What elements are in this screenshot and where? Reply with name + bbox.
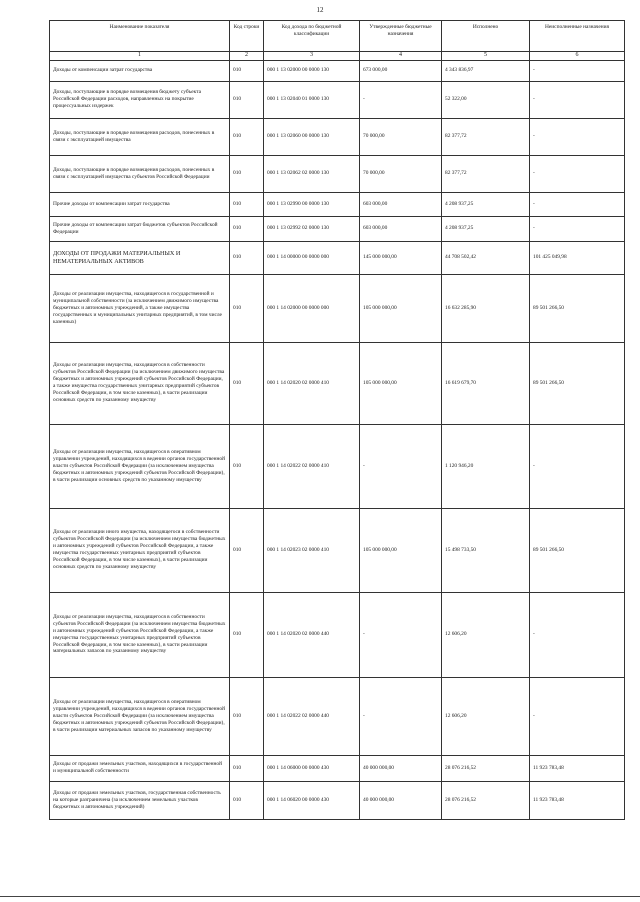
row-unexecuted-cell: 89 501 266,50 — [530, 274, 625, 342]
row-line-code-cell: 010 — [230, 677, 264, 755]
column-number-row — [50, 52, 625, 61]
row-unexecuted-cell: - — [530, 216, 625, 241]
table-row — [50, 274, 625, 342]
row-executed-cell: 44 708 502,42 — [442, 241, 530, 274]
row-name-cell: Доходы, поступающие в порядке возмещения бюджету субъекта Российской Федерации расходов, направленных на покрытие процессуальных издержек — [50, 81, 230, 118]
row-line-code-cell: 010 — [230, 192, 264, 216]
row-line-code-cell: 010 — [230, 60, 264, 81]
row-line-code-cell: 010 — [230, 342, 264, 424]
row-line-code-cell: 010 — [230, 216, 264, 241]
row-executed-cell: 4 343 836,97 — [442, 60, 530, 81]
row-unexecuted-cell: 89 501 266,50 — [530, 508, 625, 592]
row-unexecuted-cell: 89 501 266,50 — [530, 342, 625, 424]
row-line-code-cell: 010 — [230, 424, 264, 508]
table-row — [50, 592, 625, 677]
table-row — [50, 60, 625, 81]
row-name-cell: Доходы от реализации имущества, находящегося в оперативном управлении учреждений, находящихся в ведении органов государственной власти субъектов Российской Федерации (за исключением имущества бюджетных и автономных учреждений субъектов Российской Федерации), в части реализации материальных запасов по указанному имуществу — [50, 677, 230, 755]
row-line-code-cell: 010 — [230, 592, 264, 677]
row-name-cell: Доходы, поступающие в порядке возмещения расходов, понесенных в связи с эксплуатацией имущества субъектов Российской Федерации — [50, 155, 230, 192]
row-approved-cell: 145 000 000,00 — [360, 241, 442, 274]
row-executed-cell: 82 377,72 — [442, 155, 530, 192]
column-number: 2 — [230, 52, 264, 61]
row-approved-cell: - — [360, 677, 442, 755]
column-number: 1 — [50, 52, 230, 61]
row-unexecuted-cell: - — [530, 592, 625, 677]
row-line-code-cell: 010 — [230, 241, 264, 274]
row-income-code-cell: 000 1 14 02022 02 0000 410 — [264, 424, 360, 508]
row-unexecuted-cell: - — [530, 424, 625, 508]
table-row — [50, 508, 625, 592]
table-row — [50, 241, 625, 274]
row-approved-cell: 70 000,00 — [360, 118, 442, 155]
row-income-code-cell: 000 1 14 02020 02 0000 410 — [264, 342, 360, 424]
row-income-code-cell: 000 1 14 02000 00 0000 000 — [264, 274, 360, 342]
row-line-code-cell: 010 — [230, 274, 264, 342]
row-line-code-cell: 010 — [230, 155, 264, 192]
row-executed-cell: 28 076 216,52 — [442, 781, 530, 819]
header-income-code: Код дохода по бюджетной классификации — [264, 21, 360, 52]
row-name-cell: Доходы от реализации имущества, находящегося в собственности субъектов Российской Федерации (за исключением движимого имущества бюджетных и автономных учреждений субъектов Российской Федерации, а также имущества государственных унитарных предприятий субъектов Российской Федерации, в том числе казенных), в части реализации основных средств по указанному имуществу — [50, 342, 230, 424]
row-executed-cell: 4 208 937,25 — [442, 192, 530, 216]
table-row — [50, 677, 625, 755]
row-income-code-cell: 000 1 13 02990 00 0000 130 — [264, 192, 360, 216]
row-executed-cell: 12 606,20 — [442, 677, 530, 755]
page-number: 12 — [316, 6, 324, 14]
row-name-cell: Доходы от продажи земельных участков, находящихся в государственной и муниципальной собственности — [50, 755, 230, 781]
header-line-code: Код строки — [230, 21, 264, 52]
row-approved-cell: 105 000 000,00 — [360, 342, 442, 424]
row-unexecuted-cell: - — [530, 192, 625, 216]
page-bottom-rule — [0, 896, 640, 897]
table-row — [50, 118, 625, 155]
row-executed-cell: 28 076 216,52 — [442, 755, 530, 781]
row-approved-cell: 603 000,00 — [360, 192, 442, 216]
row-income-code-cell: 000 1 13 02000 00 0000 130 — [264, 60, 360, 81]
row-line-code-cell: 010 — [230, 508, 264, 592]
row-approved-cell: 105 000 000,00 — [360, 274, 442, 342]
row-executed-cell: 82 377,72 — [442, 118, 530, 155]
row-unexecuted-cell: - — [530, 677, 625, 755]
header-row — [50, 21, 625, 52]
row-income-code-cell: 000 1 13 02062 02 0000 130 — [264, 155, 360, 192]
row-executed-cell: 12 606,20 — [442, 592, 530, 677]
row-line-code-cell: 010 — [230, 755, 264, 781]
row-line-code-cell: 010 — [230, 781, 264, 819]
row-income-code-cell: 000 1 14 02020 02 0000 440 — [264, 592, 360, 677]
header-unexecuted: Неисполненные назначения — [530, 21, 625, 52]
row-unexecuted-cell: - — [530, 155, 625, 192]
row-executed-cell: 1 120 946,20 — [442, 424, 530, 508]
row-executed-cell: 52 322,00 — [442, 81, 530, 118]
row-unexecuted-cell: - — [530, 81, 625, 118]
row-income-code-cell: 000 1 13 02992 02 0000 130 — [264, 216, 360, 241]
column-number: 6 — [530, 52, 625, 61]
row-income-code-cell: 000 1 14 02022 02 0000 440 — [264, 677, 360, 755]
row-name-cell: Прочие доходы от компенсации затрат государства — [50, 192, 230, 216]
table-row — [50, 192, 625, 216]
table-row — [50, 424, 625, 508]
row-name-cell: Доходы от продажи земельных участков, государственная собственность на которые разграничена (за исключением земельных участков бюджетных и автономных учреждений) — [50, 781, 230, 819]
row-approved-cell: 40 000 000,00 — [360, 781, 442, 819]
row-line-code-cell: 010 — [230, 118, 264, 155]
column-number: 5 — [442, 52, 530, 61]
row-name-cell: Прочие доходы от компенсации затрат бюджетов субъектов Российской Федерации — [50, 216, 230, 241]
budget-execution-table — [49, 20, 625, 820]
row-approved-cell: 70 000,00 — [360, 155, 442, 192]
row-name-cell: Доходы от реализации имущества, находящегося в собственности субъектов Российской Федерации (за исключением имущества бюджетных и автономных учреждений субъектов Российской Федерации, а также имущества государственных унитарных предприятий субъектов Российской Федерации, в том числе казенных), в части реализации материальных запасов по указанному имуществу — [50, 592, 230, 677]
row-approved-cell: - — [360, 424, 442, 508]
table-row — [50, 81, 625, 118]
row-executed-cell: 4 208 937,25 — [442, 216, 530, 241]
table-row — [50, 216, 625, 241]
row-unexecuted-cell: 11 923 783,48 — [530, 781, 625, 819]
header-executed: Исполнено — [442, 21, 530, 52]
row-approved-cell: - — [360, 81, 442, 118]
row-line-code-cell: 010 — [230, 81, 264, 118]
row-approved-cell: 40 000 000,00 — [360, 755, 442, 781]
row-executed-cell: 16 619 679,70 — [442, 342, 530, 424]
row-unexecuted-cell: - — [530, 118, 625, 155]
row-name-cell: Доходы, поступающие в порядке возмещения расходов, понесенных в связи с эксплуатацией имущества — [50, 118, 230, 155]
row-income-code-cell: 000 1 14 06000 00 0000 430 — [264, 755, 360, 781]
table-row — [50, 755, 625, 781]
row-name-cell: Доходы от реализации имущества, находящегося в государственной и муниципальной собственности (за исключением движимого имущества бюджетных и автономных учреждений, а также имущества государственных и муниципальных унитарных предприятий, в том числе казенных) — [50, 274, 230, 342]
row-approved-cell: 105 000 000,00 — [360, 508, 442, 592]
row-approved-cell: - — [360, 592, 442, 677]
row-executed-cell: 15 498 733,50 — [442, 508, 530, 592]
table-body — [50, 60, 625, 819]
row-income-code-cell: 000 1 13 02040 01 0000 130 — [264, 81, 360, 118]
column-number: 4 — [360, 52, 442, 61]
row-income-code-cell: 000 1 13 02060 00 0000 130 — [264, 118, 360, 155]
row-name-cell: Доходы от реализации имущества, находящегося в оперативном управлении учреждений, находящихся в ведении органов государственной власти субъектов Российской Федерации (за исключением имущества бюджетных и автономных учреждений субъектов Российской Федерации), в части реализации основных средств по указанному имуществу — [50, 424, 230, 508]
row-unexecuted-cell: - — [530, 60, 625, 81]
row-approved-cell: 673 000,00 — [360, 60, 442, 81]
header-name: Наименование показателя — [50, 21, 230, 52]
row-income-code-cell: 000 1 14 00000 00 0000 000 — [264, 241, 360, 274]
row-unexecuted-cell: 101 425 049,98 — [530, 241, 625, 274]
row-approved-cell: 603 000,00 — [360, 216, 442, 241]
row-name-cell: ДОХОДЫ ОТ ПРОДАЖИ МАТЕРИАЛЬНЫХ И НЕМАТЕРИАЛЬНЫХ АКТИВОВ — [50, 241, 230, 274]
column-number: 3 — [264, 52, 360, 61]
row-name-cell: Доходы от реализации иного имущества, находящегося в собственности субъектов Российской Федерации (за исключением имущества бюджетных и автономных учреждений субъектов Российской Федерации, а также имущества государственных унитарных предприятий субъектов Российской Федерации, в том числе казенных), в части реализации основных средств по указанному имуществу — [50, 508, 230, 592]
header-approved: Утвержденные бюджетные назначения — [360, 21, 442, 52]
row-name-cell: Доходы от компенсации затрат государства — [50, 60, 230, 81]
table-row — [50, 155, 625, 192]
table-row — [50, 781, 625, 819]
row-income-code-cell: 000 1 14 06020 00 0000 430 — [264, 781, 360, 819]
row-income-code-cell: 000 1 14 02023 02 0000 410 — [264, 508, 360, 592]
row-executed-cell: 16 632 285,90 — [442, 274, 530, 342]
table-row — [50, 342, 625, 424]
row-unexecuted-cell: 11 923 783,48 — [530, 755, 625, 781]
